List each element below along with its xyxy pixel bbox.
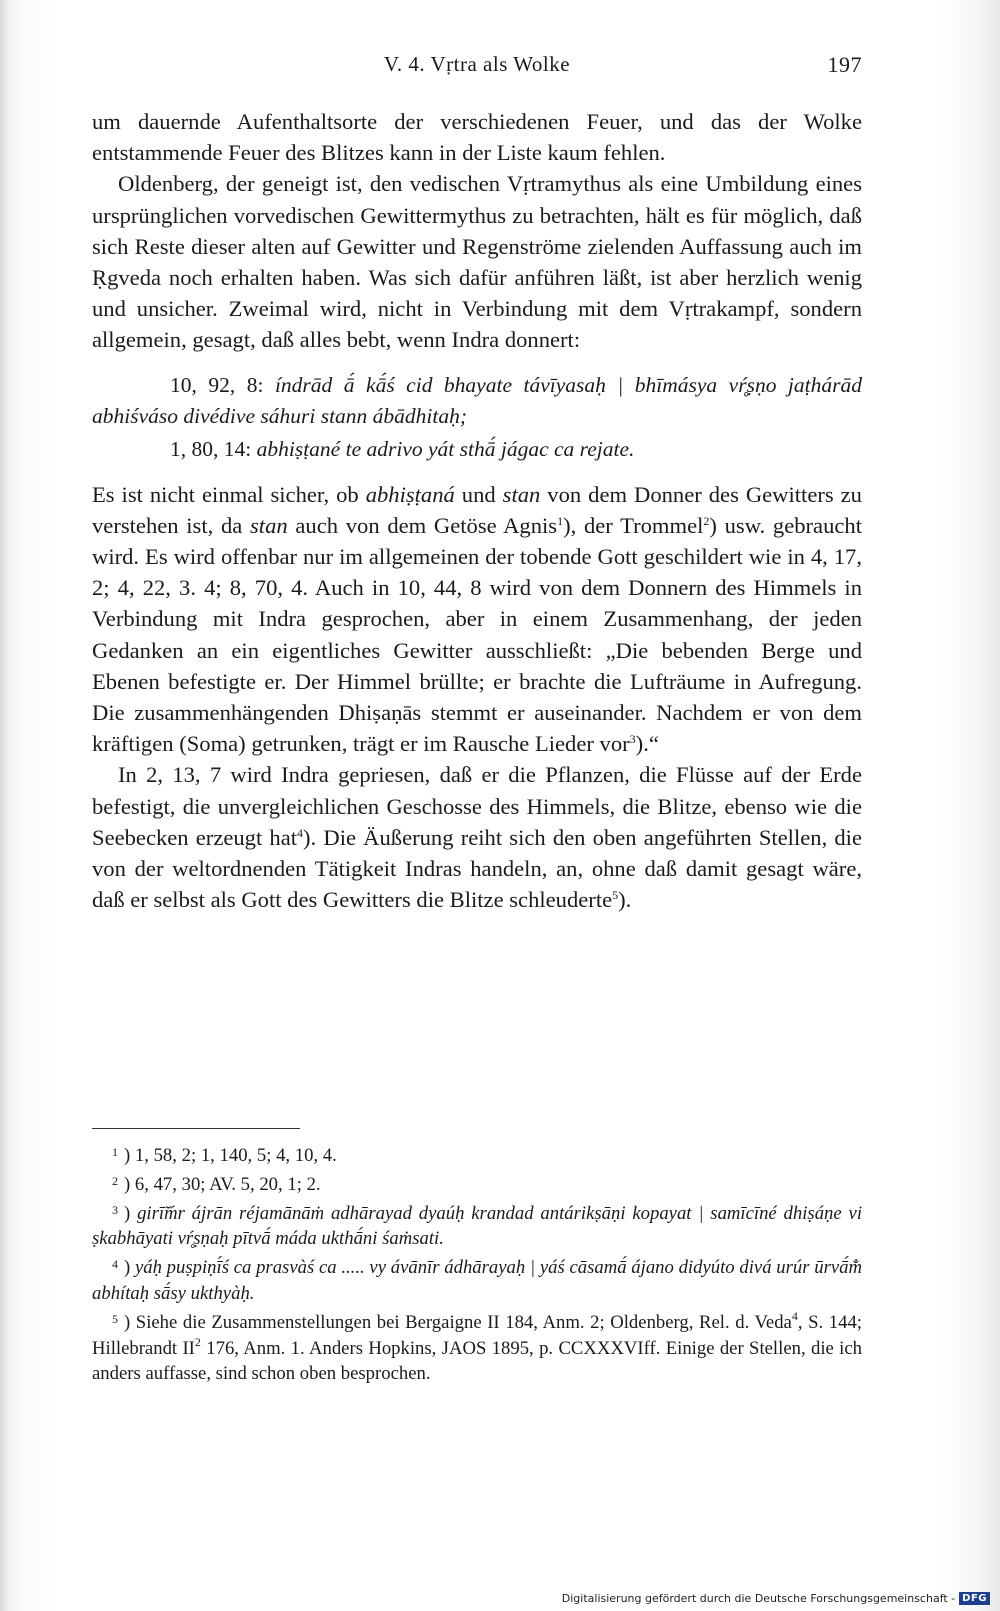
quote-1 (92, 370, 862, 432)
footnote-3 (92, 1198, 862, 1253)
paragraph-2: Oldenberg, der geneigt ist, den vedischen Vṛtramythus als eine Umbildung eines ursprünglichen vorvedischen Gewittermythus zu betrachten, hält es für möglich, daß sich Reste dieser alten auf Gewitter und Regenströme zielenden Auffassung auch im Ṛgveda noch erhalten haben. Was sich dafür anführen läßt, ist aber herzlich wenig und unsicher. Zweimal wird, nicht in Verbindung mit dem Vṛtrakampf, sondern allgemein, gesagt, daß alles bebt, wenn Indra donnert: (92, 171, 862, 353)
footnote-2 (92, 1169, 862, 1198)
sanskrit-quotations (92, 370, 862, 465)
edition-sup: 4 (791, 1308, 798, 1323)
footnote-text: ) (124, 1202, 131, 1224)
dfg-logo-icon[interactable]: DFG (959, 1592, 990, 1605)
quote-2 (92, 434, 862, 465)
footnote-mark: 5 (112, 1311, 118, 1326)
text-run: ) usw. gebraucht wird. Es wird offenbar nur im allgemeinen der tobende Gott geschildert wie in 4, 17, 2; 4, 22, 3. 4; 8, 70, 4. Auch in 10, 44, 8 wird von dem Donnern des Himmels in Verbindung mit Indra gesprochen, aber in einem Zusammenhang, der jeden Gedanken an ein eigentliches Gewitter ausschließt: „Die bebenden Berge und Ebenen befestigte er. Der Himmel brüllte; er brachte die Lufträume in Aufregung. Die zusammenhängenden Dhiṣaṇās stemmt er auseinander. Nachdem er von dem kräftigen (Soma) getrunken, trägt er im Rausche Lieder vor (92, 512, 862, 757)
footnote-divider (92, 1128, 300, 1129)
footnote-ref-5: 5 (612, 888, 619, 903)
footnote-mark: 4 (112, 1257, 118, 1272)
text-run: von dem Donner des Gewitters zu verstehen ist, da (92, 481, 862, 538)
paragraph-4 (92, 759, 862, 915)
paragraph-1: um dauernde Aufenthaltsorte der verschiedenen Feuer, und das der Wolke entstammende Feuer des Blitzes kann in der Liste kaum fehlen. (92, 109, 862, 166)
term-stan: stan (250, 512, 288, 538)
text-run: Es ist nicht einmal sicher, ob (92, 481, 359, 507)
footnote-1 (92, 1140, 862, 1169)
paragraph-3 (92, 479, 862, 760)
footnote-mark: 3 (112, 1202, 118, 1217)
footnote-5 (92, 1307, 862, 1387)
footnote-text: 176, Anm. 1. Anders Hopkins, JAOS 1895, p. CCXXXVIff. Einige der Stellen, die ich anders auffasse, sind schon oben besprochen. (92, 1337, 862, 1385)
footnote-ref-4: 4 (297, 825, 304, 840)
page-number: 197 (827, 52, 862, 77)
text-run: ), der Trommel (563, 512, 704, 538)
footnote-ref-2: 2 (703, 513, 710, 528)
digitization-credit (562, 1592, 990, 1605)
quote-2-ref: 1, 80, 14: (170, 436, 252, 461)
text-run: und (461, 481, 496, 507)
footnote-text: ) (124, 1257, 131, 1279)
footnotes (92, 1140, 862, 1387)
term-abhistana: abhiṣṭaná (365, 481, 455, 507)
text-run: ). (618, 887, 632, 913)
running-title: V. 4. Vṛtra als Wolke (383, 52, 571, 76)
text-run: auch von dem Getöse Agnis (295, 512, 558, 538)
footnote-mark: 2 (112, 1173, 118, 1188)
quote-1-text: índrād ā́ kā́ś cid bhayate távīyasaḥ | bhīmásya vŕ̥ṣṇo jaṭhárād abhiśváso divédive sáhuri stann ábādhitaḥ; (92, 372, 862, 428)
footnote-text: ) Siehe die Zusammenstellungen bei Bergaigne II 184, Anm. 2; Oldenberg, Rel. d. Veda (124, 1311, 792, 1333)
credit-text: Digitalisierung gefördert durch die Deutsche Forschungsgemeinschaft - (561, 1592, 956, 1605)
text-run: In 2, 13, 7 wird Indra gepriesen, daß er die Pflanzen, die Flüsse auf der Erde befestigt, die unvergleichlichen Geschosse des Himmels, die Blitze, ebenso wie die Seebecken erzeugt hat (92, 762, 862, 850)
footnote-text: ) 6, 47, 30; AV. 5, 20, 1; 2. (124, 1173, 321, 1195)
footnote-ref-1: 1 (557, 513, 564, 528)
text-run: ).“ (635, 731, 659, 757)
text-run: ). Die Äußerung reiht sich den oben angeführten Stellen, die von der weltordnenden Tätigkeit Indras handeln, an, ohne daß damit gesagt wäre, daß er selbst als Gott des Gewitters die Blitze schleuderte (92, 824, 862, 913)
main-text (92, 106, 862, 915)
footnote-text: , S. 144; Hillebrandt II (92, 1311, 862, 1359)
footnote-4 (92, 1252, 862, 1307)
edition-sup: 2 (194, 1334, 201, 1349)
footnote-quote: girī̆ḿr ájrān réjamānāṁ adhārayad dyaúḥ krandad antárikṣāṇi kopayat | samīcīné dhiṣáṇe vi ṣkabhāyati vŕ̥ṣṇaḥ pītvā́ máda ukthā́ni śaṁsati. (92, 1202, 863, 1250)
footnote-quote: yáḥ puṣpiṇī́ś ca prasvàś ca ..... vy ávānīr ádhārayaḥ | yáś cāsamā́ ájano didyúto divá urúr ūrvā́m̐ abhítaḥ sā́sy ukthyàḥ. (92, 1257, 862, 1304)
quote-1-ref: 10, 92, 8: (170, 372, 264, 397)
footnote-ref-3: 3 (629, 732, 636, 747)
page-header (92, 52, 862, 82)
quote-2-text: abhiṣṭané te adrivo yát sthā́ jágac ca rejate. (256, 436, 635, 461)
footnote-mark: 1 (112, 1145, 118, 1159)
term-stan: stan (502, 481, 541, 507)
footnote-text: ) 1, 58, 2; 1, 140, 5; 4, 10, 4. (124, 1145, 337, 1166)
